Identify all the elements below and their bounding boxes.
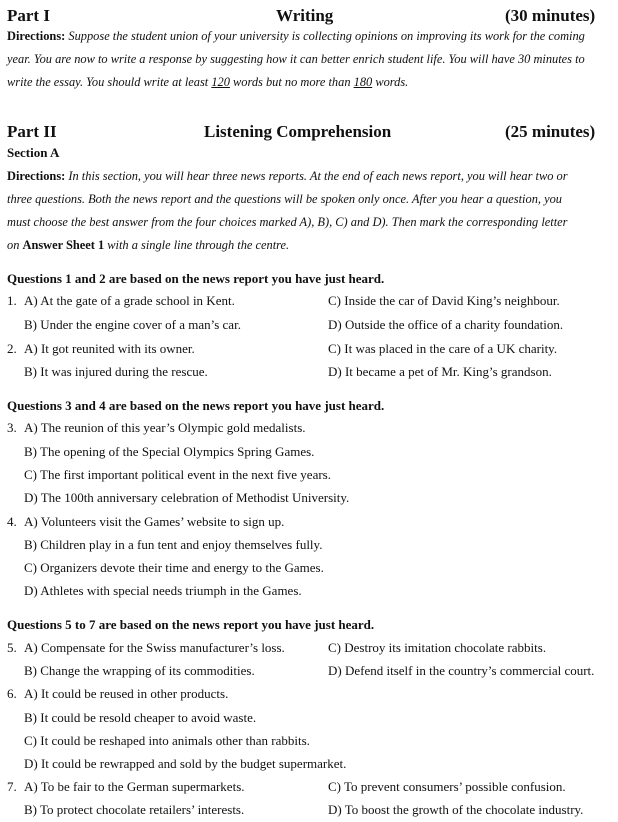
- part1-time: (30 minutes): [505, 6, 596, 25]
- part2-directions-label: Directions:: [7, 169, 66, 183]
- part1-directions-text3a: write the essay. You should write at least: [7, 75, 212, 89]
- part2-directions-line4: [7, 234, 289, 257]
- part1-label: Part I: [7, 6, 50, 25]
- part2-directions-text4a: on: [7, 238, 23, 252]
- max-word-count: 180: [353, 75, 373, 89]
- option-b: B) To protect chocolate retailers’ interests.: [24, 802, 245, 817]
- part1-directions-text3c: words.: [372, 75, 409, 89]
- option-d: D) It became a pet of Mr. King’s grandson.: [328, 364, 552, 379]
- question-group-heading: Questions 1 and 2 are based on the news report you have just heard.: [7, 271, 385, 286]
- option-d: D) The 100th anniversary celebration of Methodist University.: [24, 490, 350, 505]
- option-a: A) The reunion of this year’s Olympic gold medalists.: [24, 420, 306, 435]
- part1-directions-line1: [7, 25, 585, 48]
- option-c: C) Inside the car of David King’s neighbour.: [328, 293, 560, 308]
- question-number: 1.: [7, 293, 17, 308]
- option-c: C) It was placed in the care of a UK charity.: [328, 341, 558, 356]
- part2-label: Part II: [7, 122, 57, 141]
- question-number: 3.: [7, 420, 17, 435]
- option-a: A) It could be reused in other products.: [24, 686, 229, 701]
- question-number: 2.: [7, 341, 17, 356]
- part2-time: (25 minutes): [505, 122, 596, 141]
- option-b: B) It was injured during the rescue.: [24, 364, 208, 379]
- option-b: B) Change the wrapping of its commodities.: [24, 663, 255, 678]
- option-a: A) It got reunited with its owner.: [24, 341, 195, 356]
- option-c: C) Organizers devote their time and energy to the Games.: [24, 560, 324, 575]
- option-b: B) Under the engine cover of a man’s car.: [24, 317, 241, 332]
- part1-directions-line3: [7, 71, 408, 94]
- option-d: D) Outside the office of a charity foundation.: [328, 317, 564, 332]
- question-group-heading: Questions 5 to 7 are based on the news report you have just heard.: [7, 617, 375, 632]
- answer-sheet-label: Answer Sheet 1: [22, 238, 105, 252]
- part2-directions-line1: [7, 165, 568, 188]
- min-word-count: 120: [211, 75, 230, 89]
- option-d: D) Athletes with special needs triumph in the Games.: [24, 583, 302, 598]
- option-b: B) Children play in a fun tent and enjoy themselves fully.: [24, 537, 323, 552]
- option-c: C) Destroy its imitation chocolate rabbits.: [328, 640, 547, 655]
- part1-directions-label: Directions:: [7, 29, 66, 43]
- option-a: A) At the gate of a grade school in Kent.: [24, 293, 235, 308]
- part2-directions-line2: three questions. Both the news report and the questions will be spoken only once. After you hear a question, you: [7, 192, 562, 206]
- section-heading: Section A: [7, 145, 60, 160]
- part1-title: Writing: [276, 6, 334, 25]
- part1-directions-text3b: words but no more than: [229, 75, 354, 89]
- question-number: 5.: [7, 640, 17, 655]
- option-d: D) Defend itself in the country’s commercial court.: [328, 663, 595, 678]
- question-number: 6.: [7, 686, 17, 701]
- option-b: B) The opening of the Special Olympics Spring Games.: [24, 444, 315, 459]
- option-c: C) To prevent consumers’ possible confusion.: [328, 779, 566, 794]
- option-d: D) It could be rewrapped and sold by the budget supermarket.: [24, 756, 347, 771]
- question-number: 4.: [7, 514, 17, 529]
- part2-directions-line3: must choose the best answer from the four choices marked A), B), C) and D). Then mark the corresponding letter: [7, 215, 568, 229]
- part2-directions-text1: In this section, you will hear three news reports. At the end of each news report, you will hear two or: [68, 169, 568, 183]
- option-c: C) The first important political event in the next five years.: [24, 467, 331, 482]
- part2-directions-text4b: with a single line through the centre.: [104, 238, 290, 252]
- option-a: A) To be fair to the German supermarkets.: [24, 779, 245, 794]
- question-group-heading: Questions 3 and 4 are based on the news report you have just heard.: [7, 398, 385, 413]
- part1-directions-text1: Suppose the student union of your university is collecting opinions on improving its work for the coming: [68, 29, 585, 43]
- option-a: A) Volunteers visit the Games’ website to sign up.: [24, 514, 285, 529]
- option-b: B) It could be resold cheaper to avoid waste.: [24, 710, 257, 725]
- part1-directions-line2: year. You are now to write a response by suggesting how it can better enrich student life. You will have 30 minutes to: [7, 52, 585, 66]
- option-d: D) To boost the growth of the chocolate industry.: [328, 802, 584, 817]
- question-number: 7.: [7, 779, 17, 794]
- option-a: A) Compensate for the Swiss manufacturer’s loss.: [24, 640, 285, 655]
- part2-title: Listening Comprehension: [204, 122, 392, 141]
- option-c: C) It could be reshaped into animals other than rabbits.: [24, 733, 310, 748]
